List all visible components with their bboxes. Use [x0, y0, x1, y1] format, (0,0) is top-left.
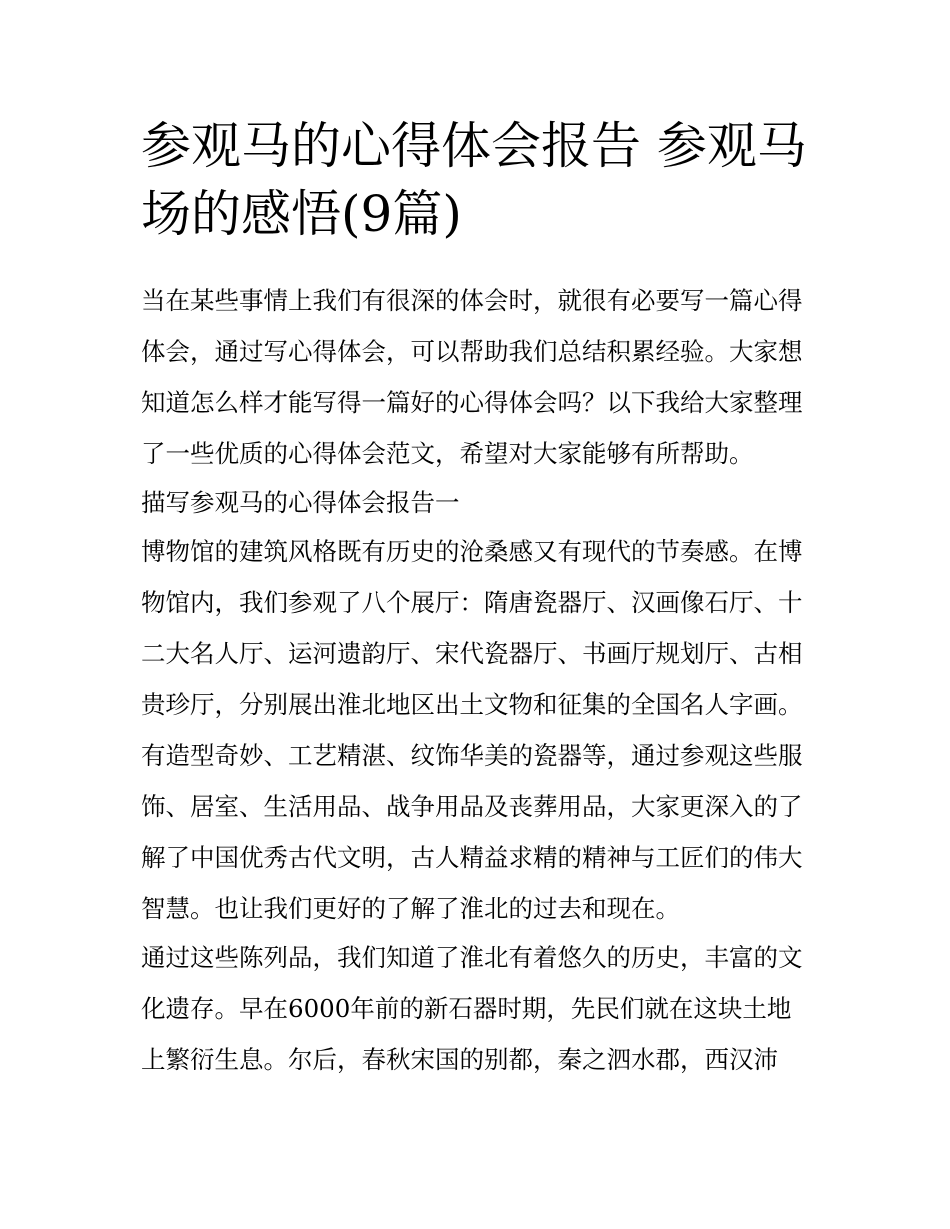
paragraph-line: 通过这些陈列品，我们知道了淮北有着悠久的历史，丰富的文	[141, 943, 803, 972]
paragraph-line: 贵珍厅，分别展出淮北地区出土文物和征集的全国名人字画。	[141, 690, 803, 719]
paragraph-line: 物馆内，我们参观了八个展厅：隋唐瓷器厅、汉画像石厅、十	[141, 588, 803, 617]
intro-line: 当在某些事情上我们有很深的体会时，就很有必要写一篇心得	[141, 286, 803, 315]
document-body	[141, 282, 821, 1092]
paragraph-line: 有造型奇妙、工艺精湛、纹饰华美的瓷器等，通过参观这些服	[141, 741, 803, 770]
intro-line: 知道怎么样才能写得一篇好的心得体会吗？以下我给大家整理	[141, 388, 803, 417]
paragraph-line: 二大名人厅、运河遗韵厅、宋代瓷器厅、书画厅规划厅、古相	[141, 639, 803, 668]
paragraph-line: 博物馆的建筑风格既有历史的沧桑感又有现代的节奏感。在博	[141, 537, 803, 566]
intro-line: 体会，通过写心得体会，可以帮助我们总结积累经验。大家想	[141, 337, 803, 366]
paragraph-line: 智慧。也让我们更好的了解了淮北的过去和现在。	[141, 894, 680, 923]
paragraph-line: 化遗存。早在6000年前的新石器时期，先民们就在这块土地	[141, 994, 792, 1023]
paragraph-line: 饰、居室、生活用品、战争用品及丧葬用品，大家更深入的了	[141, 792, 803, 821]
title-line-2: 场的感悟(9篇)	[141, 185, 462, 243]
paragraph-line: 解了中国优秀古代文明，古人精益求精的精神与工匠们的伟大	[141, 843, 803, 872]
paragraph-line: 上繁衍生息。尔后，春秋宋国的别都，秦之泗水郡，西汉沛	[141, 1045, 778, 1074]
page-title	[141, 112, 813, 248]
section-heading: 描写参观马的心得体会报告一	[141, 488, 460, 517]
intro-line: 了一些优质的心得体会范文，希望对大家能够有所帮助。	[141, 439, 754, 468]
title-line-1: 参观马的心得体会报告 参观马	[141, 117, 807, 175]
